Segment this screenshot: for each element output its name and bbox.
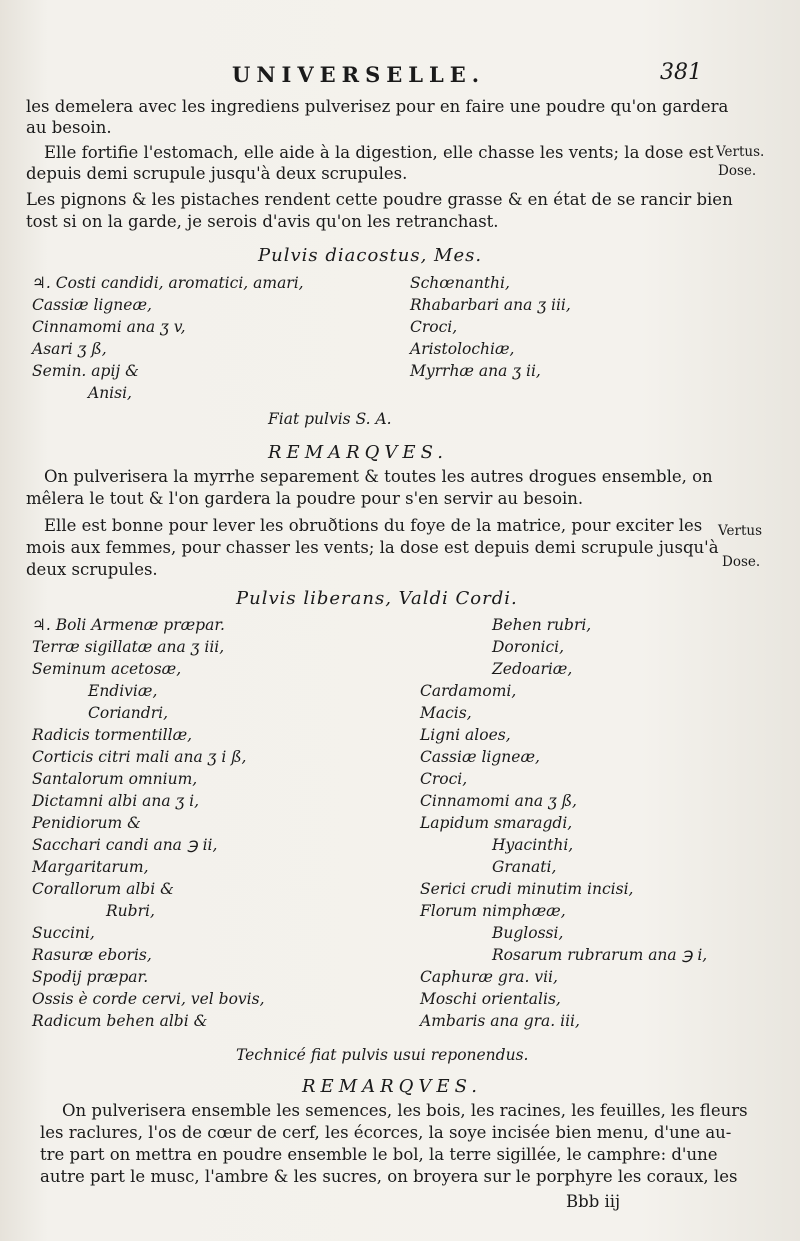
recipe2-left-item: Dictamni albi ana ʒ i,	[32, 792, 200, 810]
para3-line1: Les pignons & les pistaches rendent cette poudre grasse & en état de se rancir bien	[26, 190, 733, 209]
recipe2-left-item: Succini,	[32, 924, 95, 942]
recipe2-left-item: ♃. Boli Armenæ præpar.	[32, 616, 225, 634]
recipe2-right-item: Moschi orientalis,	[420, 990, 561, 1008]
recipe1-right-column	[410, 272, 571, 382]
recipe1-left-item: Cinnamomi ana ʒ v,	[32, 318, 186, 336]
margin-dose-2: Dose.	[722, 554, 761, 570]
running-header	[0, 60, 800, 94]
recipe2-left-item: Ossis è corde cervi, vel bovis,	[32, 990, 265, 1008]
margin-dose-1: Dose.	[718, 163, 757, 179]
recipe2-right-item: Behen rubri,	[492, 616, 592, 634]
para3-line2: tost si on la garde, je serois d'avis qu'on les retranchast.	[26, 212, 499, 231]
recipe2-left-item: Santalorum omnium,	[32, 770, 198, 788]
remarques2-line2: les raclures, l'os de cœur de cerf, les écorces, la soye incisée bien menu, d'une au-	[40, 1123, 732, 1142]
recipe2-right-item: Granati,	[492, 858, 557, 876]
recipe1-left-item: Semin. apij &	[32, 362, 139, 380]
recipe2-left-column	[32, 614, 265, 1032]
remarques1-p2-line1: Elle est bonne pour lever les obruðtions du foye de la matrice, pour exciter les	[44, 516, 703, 535]
recipe2-right-item: Ambaris ana gra. iii,	[420, 1012, 580, 1030]
recipe2-left-item: Sacchari candi ana ℈ ii,	[32, 836, 218, 854]
recipe1-left-column	[32, 272, 304, 404]
recipe2-right-item: Doronici,	[492, 638, 565, 656]
recipe1-right-item: Schœnanthi,	[410, 274, 510, 292]
recipe1-right-item: Rhabarbari ana ʒ iii,	[410, 296, 571, 314]
recipe2-right-item: Macis,	[420, 704, 472, 722]
recipe2-right-item: Hyacinthi,	[492, 836, 574, 854]
recipe2-right-item: Buglossi,	[492, 924, 564, 942]
recipe2-right-item: Rosarum rubrarum ana ℈ i,	[492, 946, 708, 964]
recipe2-left-item: Rubri,	[106, 902, 155, 920]
recipe2-left-item: Margaritarum,	[32, 858, 149, 876]
recipe2-right-item: Croci,	[420, 770, 468, 788]
recipe2-right-item: Cardamomi,	[420, 682, 517, 700]
recipe2-left-item: Coriandri,	[88, 704, 168, 722]
recipe2-left-item: Penidiorum &	[32, 814, 141, 832]
recipe2-right-item: Ligni aloes,	[420, 726, 511, 744]
para1-line2: au besoin.	[26, 118, 112, 137]
remarques1-title: REMARQVES.	[268, 442, 448, 463]
margin-virtue-1: Vertus.	[716, 144, 765, 160]
para2-line2: depuis demi scrupule jusqu'à deux scrupules.	[26, 164, 408, 183]
recipe2-left-item: Seminum acetosæ,	[32, 660, 182, 678]
recipe2-right-item: Serici crudi minutim incisi,	[420, 880, 634, 898]
recipe1-title: Pulvis diacostus, Mes.	[258, 245, 483, 266]
recipe1-right-item: Aristolochiæ,	[410, 340, 515, 358]
page-number: 381	[660, 60, 702, 85]
recipe1-left-item: Asari ʒ ß,	[32, 340, 107, 358]
remarques2-title: REMARQVES.	[302, 1076, 482, 1097]
recipe2-right-item: Cassiæ ligneæ,	[420, 748, 540, 766]
recipe2-right-item: Florum nimphææ,	[420, 902, 566, 920]
remarques2-line1: On pulverisera ensemble les semences, les bois, les racines, les feuilles, les fleurs	[62, 1101, 748, 1120]
recipe2-left-item: Terræ sigillatæ ana ʒ iii,	[32, 638, 225, 656]
recipe2-left-item: Rasuræ eboris,	[32, 946, 152, 964]
recipe1-left-item: Anisi,	[88, 384, 132, 402]
recipe2-left-item: Corallorum albi &	[32, 880, 174, 898]
para1-line1: les demelera avec les ingrediens pulverisez pour en faire une poudre qu'on gardera	[26, 97, 729, 116]
remarques1-p1-line2: mêlera le tout & l'on gardera la poudre pour s'en servir au besoin.	[26, 489, 584, 508]
recipe2-footer: Technicé fiat pulvis usui reponendus.	[236, 1046, 529, 1064]
recipe1-left-item: Cassiæ ligneæ,	[32, 296, 152, 314]
signature-mark: Bbb iij	[566, 1192, 621, 1211]
recipe2-right-column	[420, 614, 707, 1032]
remarques2-line3: tre part on mettra en poudre ensemble le bol, la terre sigillée, le camphre: d'une	[40, 1145, 718, 1164]
running-title: UNIVERSELLE.	[232, 62, 486, 87]
recipe2-right-item: Caphuræ gra. vii,	[420, 968, 558, 986]
recipe2-right-item: Zedoariæ,	[492, 660, 573, 678]
recipe2-right-item: Cinnamomi ana ʒ ß,	[420, 792, 577, 810]
recipe2-left-item: Endiviæ,	[88, 682, 158, 700]
recipe2-right-item: Lapidum smaragdi,	[420, 814, 573, 832]
recipe2-left-item: Radicis tormentillæ,	[32, 726, 193, 744]
remarques1-p1-line1: On pulverisera la myrrhe separement & toutes les autres drogues ensemble, on	[44, 467, 713, 486]
remarques1-p2-line2: mois aux femmes, pour chasser les vents; la dose est depuis demi scrupule jusqu'à	[26, 538, 719, 557]
recipe2-left-item: Spodij præpar.	[32, 968, 149, 986]
margin-virtue-2: Vertus	[718, 523, 763, 539]
remarques2-line4: autre part le musc, l'ambre & les sucres, on broyera sur le porphyre les coraux, les	[40, 1167, 738, 1186]
recipe1-footer: Fiat pulvis S. A.	[268, 410, 392, 428]
recipe2-title: Pulvis liberans, Valdi Cordi.	[236, 588, 518, 609]
recipe1-right-item: Croci,	[410, 318, 458, 336]
recipe1-right-item: Myrrhæ ana ʒ ii,	[410, 362, 541, 380]
recipe2-left-item: Corticis citri mali ana ʒ i ß,	[32, 748, 247, 766]
recipe1-left-item: ♃. Costi candidi, aromatici, amari,	[32, 274, 304, 292]
recipe2-left-item: Radicum behen albi &	[32, 1012, 208, 1030]
remarques1-p2-line3: deux scrupules.	[26, 560, 158, 579]
para2-line1: Elle fortifie l'estomach, elle aide à la digestion, elle chasse les vents; la dose est	[44, 143, 714, 162]
